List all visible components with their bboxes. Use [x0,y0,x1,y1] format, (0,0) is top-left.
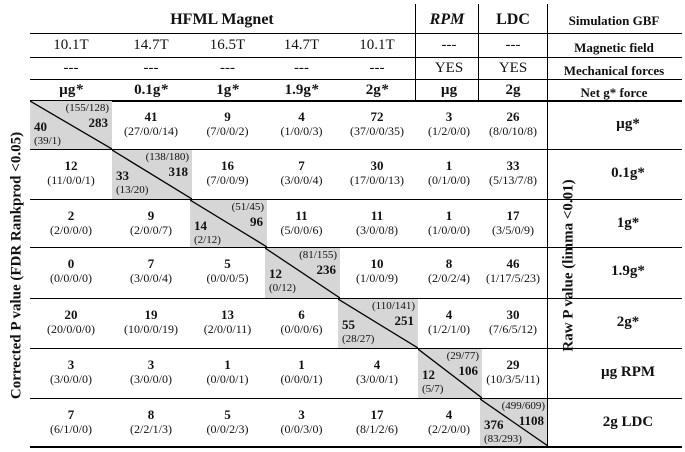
cell-breakdown: (0/0/0/1) [206,372,249,386]
diagonal-right-count: 236 [316,262,336,277]
diagonal-left-pair: (13/20) [116,184,149,196]
cell-breakdown: (8/1/2/6) [356,422,398,436]
cell-count: 11 [370,208,384,223]
cell-count: 4 [445,407,453,422]
cell-count: 7 [147,256,155,271]
net-g-value-text: 2g [505,82,521,98]
matrix-cell [190,158,265,188]
matrix-cell [112,357,190,387]
left-axis-label: Corrected P value (FDR Rankprod <0.05) [8,131,25,400]
row-label: 0.1g* [611,165,645,181]
diagonal-left-count: 40 [34,119,47,134]
matrix-cell [338,256,416,286]
cell-breakdown: (6/1/0/0) [50,422,92,436]
cell-breakdown: (27/0/0/14) [124,124,178,138]
header-hfml-magnet: HFML Magnet [170,11,274,28]
matrix-cell [190,109,265,139]
cell-breakdown: (2/2/0/0) [428,422,470,436]
matrix-cell [190,357,265,387]
matrix-cell [338,208,416,238]
cell-count: 9 [224,109,231,124]
cell-breakdown: (3/0/0/4) [130,271,172,285]
row-label: 1.9g* [611,263,645,279]
cell-breakdown: (8/0/10/8) [489,124,537,138]
diagonal-left-pair: (83/293) [484,433,522,445]
matrix-cell [338,407,416,437]
header-divider-3 [547,4,548,100]
row-label: µg* [616,116,640,132]
cell-breakdown: (17/0/0/13) [350,173,404,187]
diagonal-right-count: 1108 [518,413,544,428]
cell-breakdown: (5/13/7/8) [489,173,537,187]
row-label: µg RPM [600,364,656,380]
cell-breakdown: (1/0/0/0) [428,223,470,237]
cell-count: 72 [370,109,384,124]
cell-count: 4 [445,307,453,322]
cell-count: 2 [67,208,75,223]
cell-count: 41 [144,109,158,124]
cell-count: 4 [373,357,381,372]
matrix-cell [190,256,265,286]
cell-breakdown: (0/0/0/5) [206,271,249,285]
matrix-cell [190,407,265,437]
cell-breakdown: (1/17/5/23) [486,271,540,285]
cell-breakdown: (20/0/0/0) [47,322,95,336]
cell-count: 30 [370,158,384,173]
cell-count: 1 [445,158,453,173]
cell-breakdown: (7/0/0/2) [206,124,249,138]
diagonal-left-pair: (39/1) [34,135,61,147]
diagonal-right-count: 106 [458,363,478,378]
cell-count: 9 [147,208,155,223]
matrix-cell [265,307,338,337]
net-g-value-text: 0.1g [134,82,161,98]
matrix-cell [112,208,190,238]
matrix-cell [265,407,338,437]
mechanical-forces-value-6: YES [498,60,528,76]
magnetic-field-value-1: 14.7T [133,37,169,53]
cell-breakdown: (2/0/0/11) [203,322,252,336]
diagonal-right-count: 283 [88,115,108,130]
matrix-cell [480,256,546,286]
magnetic-field-value-2: 16.5T [209,37,246,53]
cell-breakdown: (2/2/1/3) [130,422,172,436]
net-g-value-0 [32,82,110,99]
matrix-cell [265,357,338,387]
net-g-value-1 [112,82,190,99]
mechanical-forces-value-4: --- [369,60,385,76]
magnetic-field-value-6: --- [505,37,521,53]
cell-breakdown: (3/0/0/1) [356,372,398,386]
diagonal-left-pair: (5/7) [422,383,444,395]
cell-breakdown: (2/0/0/0) [50,223,92,237]
cell-count: 17 [506,208,520,223]
mechanical-forces-label: Mechanical forces [563,63,665,78]
cell-breakdown: (3/0/0/0) [50,372,92,386]
net-g-star: * [75,82,83,98]
net-g-value-4 [338,82,416,99]
cell-breakdown: (3/0/0/4) [280,173,323,187]
diagonal-left-pair: (28/27) [342,333,375,345]
body-divider-right [547,100,548,446]
matrix-cell [265,109,338,139]
cell-count: 8 [445,256,453,271]
cell-breakdown: (3/5/0/9) [492,223,534,237]
net-g-value-text: 1g [216,82,232,98]
rule-4 [30,100,682,102]
cell-count: 10 [370,256,384,271]
net-g-value-text: µg [59,82,76,98]
rule-2 [30,57,682,58]
diagonal-top-pair: (138/180) [145,151,189,163]
body-rule-6 [30,398,682,399]
cell-count: 12 [64,158,78,173]
cell-count: 46 [506,256,520,271]
rule-1 [30,33,682,34]
net-g-value-6 [480,82,546,99]
diagonal-top-pair: (81/155) [299,249,337,261]
matrix-cell [480,208,546,238]
cell-count: 5 [224,407,231,422]
net-g-value-text: 2g [365,82,381,98]
cell-count: 7 [298,158,305,173]
matrix-cell [480,158,546,188]
cell-count: 6 [298,307,305,322]
matrix-cell [418,158,480,188]
matrix-cell [338,109,416,139]
diagonal-left-count: 12 [422,367,435,382]
diagonal-cell [480,399,548,446]
cell-breakdown: (7/6/5/12) [489,322,537,336]
cell-count: 7 [67,407,75,422]
body-rule-4 [30,298,682,299]
net-g-value-5 [418,82,480,99]
net-g-star: * [380,82,389,98]
diagonal-left-count: 376 [484,417,504,432]
cell-count: 3 [147,357,155,372]
net-g-star: * [310,82,319,98]
body-rule-2 [30,199,682,200]
magnetic-field-value-5: --- [441,37,457,53]
matrix-cell [265,158,338,188]
cell-count: 3 [445,109,453,124]
diagonal-right-count: 318 [168,164,188,179]
matrix-cell [112,109,190,139]
diagonal-top-pair: (499/609) [501,400,545,412]
diagonal-top-pair: (29/77) [446,350,479,362]
body-rule-bottom [30,446,682,448]
matrix-cell [32,256,110,286]
diagonal-cell [338,299,418,348]
diagonal-left-count: 14 [194,218,207,233]
matrix-cell [32,158,110,188]
cell-count: 5 [224,256,231,271]
rule-3 [30,79,682,80]
matrix-cell [32,407,110,437]
cell-breakdown: (0/0/2/3) [206,422,249,436]
cell-count: 3 [298,407,305,422]
net-g-force-label-text: Net g* force [580,85,648,100]
cell-breakdown: (1/2/1/0) [428,322,470,336]
cell-breakdown: (1/2/0/0) [428,124,470,138]
cell-breakdown: (0/0/0/0) [50,271,92,285]
diagonal-top-pair: (110/141) [372,300,415,312]
cell-breakdown: (1/0/0/3) [280,124,323,138]
cell-breakdown: (2/0/0/7) [130,223,172,237]
net-g-star: * [231,82,239,98]
cell-breakdown: (11/0/0/1) [47,173,95,187]
magnetic-field-value-4: 10.1T [359,37,395,53]
matrix-cell [32,208,110,238]
cell-count: 29 [506,357,520,372]
matrix-cell [480,109,546,139]
cell-breakdown: (0/0/3/0) [280,422,323,436]
cell-breakdown: (0/0/0/6) [280,322,323,336]
diagonal-cell [418,349,482,398]
body-rule-5 [30,348,682,349]
matrix-cell [418,208,480,238]
net-g-value-text: 1.9g [284,82,311,98]
cell-count: 1 [298,357,305,372]
cell-count: 8 [147,407,155,422]
cell-breakdown: (2/0/2/4) [428,271,470,285]
mechanical-forces-value-5: YES [434,60,464,76]
net-g-value-3 [265,82,338,99]
diagonal-left-count: 12 [269,266,282,281]
body-rule-1 [30,149,682,150]
diagonal-right-count: 96 [250,214,263,229]
matrix-cell [480,307,546,337]
matrix-cell [112,307,190,337]
net-g-value-2 [190,82,265,99]
cell-breakdown: (37/0/0/35) [350,124,404,138]
cell-count: 20 [64,307,78,322]
header-simulation-gbf: Simulation GBF [568,13,660,28]
cell-count: 26 [506,109,520,124]
diagonal-right-count: 251 [394,313,414,328]
cell-count: 33 [506,158,520,173]
cell-count: 0 [67,256,75,271]
matrix-cell [32,307,110,337]
matrix-cell [418,307,480,337]
mechanical-forces-value-2: --- [220,60,235,76]
net-g-force-label [548,85,680,101]
cell-breakdown: (5/0/0/6) [280,223,323,237]
cell-count: 13 [221,307,234,322]
cell-count: 11 [295,208,308,223]
magnetic-field-label: Magnetic field [574,40,654,55]
diagonal-top-pair: (155/128) [65,102,109,114]
cell-count: 1 [224,357,231,372]
right-axis-label: Raw P value (limma <0.01) [560,179,577,352]
header-rpm: RPM [429,11,465,28]
mechanical-forces-value-3: --- [294,60,309,76]
diagonal-top-pair: (51/45) [231,201,264,213]
body-rule-3 [30,247,682,248]
cell-breakdown: (10/3/5/11) [486,372,540,386]
matrix-cell [265,208,338,238]
diagonal-left-pair: (0/12) [269,282,296,294]
mechanical-forces-value-1: --- [143,60,159,76]
row-label: 1g* [616,215,640,231]
cell-count: 17 [370,407,384,422]
cell-count: 3 [67,357,75,372]
matrix-cell [32,357,110,387]
header-divider-2 [478,4,479,100]
matrix-cell [190,307,265,337]
row-label: 2g* [616,314,640,330]
magnetic-field-value-3: 14.7T [283,37,320,53]
header-ldc: LDC [496,11,530,28]
cell-count: 1 [445,208,453,223]
matrix-cell [112,256,190,286]
matrix-cell [418,109,480,139]
mechanical-forces-value-0: --- [63,60,79,76]
matrix-cell [338,158,416,188]
matrix-cell [480,357,546,387]
cell-breakdown: (3/0/0/0) [130,372,172,386]
cell-breakdown: (0/0/0/1) [280,372,323,386]
matrix-cell [338,357,416,387]
matrix-cell [112,407,190,437]
magnetic-field-value-0: 10.1T [53,37,89,53]
diagonal-left-count: 55 [342,317,355,332]
diagonal-cell [112,150,192,199]
diagonal-cell [190,200,267,247]
cell-breakdown: (1/0/0/9) [356,271,398,285]
cell-count: 16 [221,158,234,173]
diagonal-left-pair: (2/12) [194,234,221,246]
diagonal-cell [265,248,340,298]
cell-breakdown: (3/0/0/8) [356,223,398,237]
matrix-cell [418,256,480,286]
header-divider-1 [415,4,416,100]
diagonal-left-count: 33 [116,168,129,183]
diagonal-cell [30,101,112,149]
cell-count: 4 [298,109,305,124]
row-label: 2g LDC [602,414,654,430]
cell-count: 19 [144,307,158,322]
net-g-value-text: µg [440,82,458,98]
cell-breakdown: (10/0/0/19) [124,322,178,336]
net-g-star: * [160,82,168,98]
matrix-cell [418,407,480,437]
cell-breakdown: (7/0/0/9) [206,173,249,187]
cell-breakdown: (0/1/0/0) [428,173,470,187]
cell-count: 30 [506,307,520,322]
